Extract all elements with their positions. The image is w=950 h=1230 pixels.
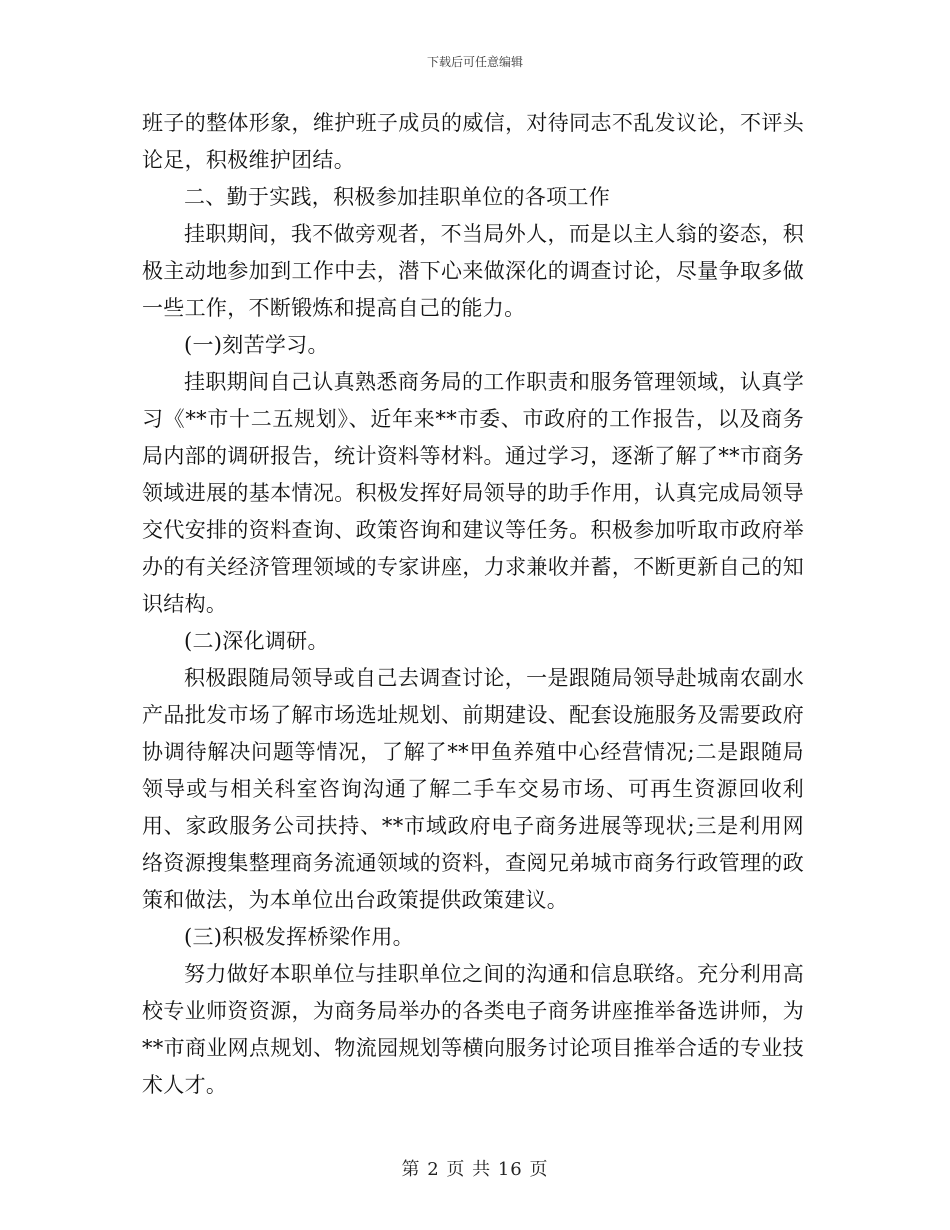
paragraph: 努力做好本职单位与挂职单位之间的沟通和信息联络。充分利用高校专业师资资源，为商务局举办的各类电子商务讲座推举备选讲师，为**市商业网点规划、物流园规划等横向服务讨论项目推举合适的专业技术人才。 [142, 962, 804, 1097]
subsection-heading: (二)深化调研。 [184, 629, 329, 653]
paragraph: 积极跟随局领导或自己去调查讨论，一是跟随局领导赴城南农副水产品批发市场了解市场选址规划、前期建设、配套设施服务及需要政府协调待解决问题等情况，了解了**甲鱼养殖中心经营情况;二是跟随局领导或与相关科室咨询沟通了解二手车交易市场、可再生资源回收利用、家政服务公司扶持、**市域政府电子商务进展等现状;三是利用网络资源搜集整理商务流通领域的资料，查阅兄弟城市商务行政管理的政策和做法，为本单位出台政策提供政策建议。 [142, 666, 804, 912]
document-body [142, 105, 804, 1104]
subsection-heading: (一)刻苦学习。 [184, 333, 329, 357]
section-heading: 二、勤于实践，积极参加挂职单位的各项工作 [184, 185, 610, 209]
paragraph: 班子的整体形象，维护班子成员的威信，对待同志不乱发议论，不评头论足，积极维护团结。 [142, 111, 804, 172]
page-footer: 第 2 页 共 16 页 [401, 1159, 549, 1180]
subsection-heading: (三)积极发挥桥梁作用。 [184, 925, 414, 949]
paragraph: 挂职期间，我不做旁观者，不当局外人，而是以主人翁的姿态，积极主动地参加到工作中去，潜下心来做深化的调查讨论，尽量争取多做一些工作，不断锻炼和提高自己的能力。 [142, 222, 804, 320]
paragraph: 挂职期间自己认真熟悉商务局的工作职责和服务管理领域，认真学习《**市十二五规划》、近年来**市委、市政府的工作报告，以及商务局内部的调研报告，统计资料等材料。通过学习，逐渐了解了**市商务领域进展的基本情况。积极发挥好局领导的助手作用，认真完成局领导交代安排的资料查询、政策咨询和建议等任务。积极参加听取市政府举办的有关经济管理领域的专家讲座，力求兼收并蓄，不断更新自己的知识结构。 [142, 370, 804, 616]
page-header: 下载后可任意编辑 [426, 55, 523, 69]
